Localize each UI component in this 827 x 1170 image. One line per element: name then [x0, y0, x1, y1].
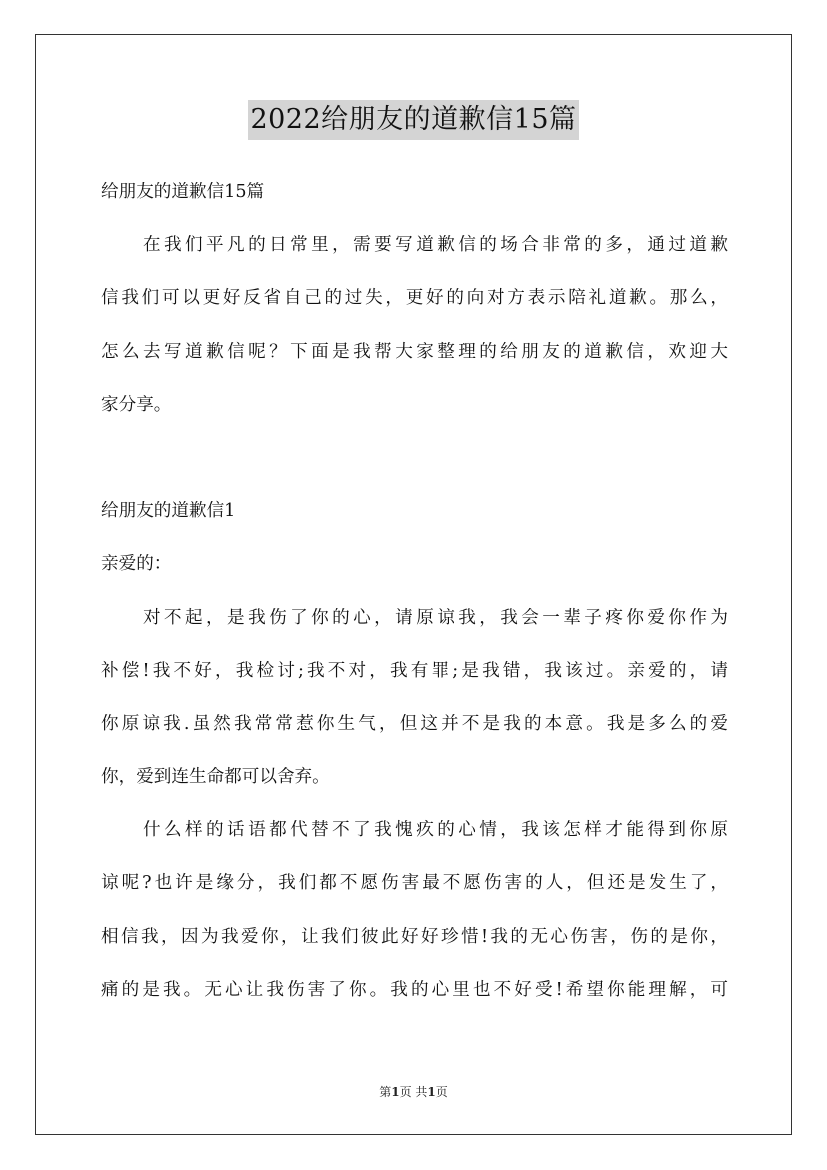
blank-line [101, 432, 728, 485]
document-title: 2022给朋友的道歉信15篇 [248, 100, 578, 140]
paragraph-line: 对不起，是我伤了你的心，请原谅我，我会一辈子疼你爱你作为 [143, 607, 728, 628]
letter-heading: 给朋友的道歉信1 [101, 501, 236, 522]
intro-line: 在我们平凡的日常里，需要写道歉信的场合非常的多，通过道歉 [143, 235, 728, 256]
paragraph-line: 补偿!我不好，我检讨;我不对，我有罪;是我错，我该过。亲爱的，请 [101, 660, 728, 681]
paragraph-line: 你原谅我.虽然我常常惹你生气，但这并不是我的本意。我是多么的爱 [101, 713, 728, 734]
page-mid: 页 共 [399, 1085, 428, 1099]
page-suffix: 页 [435, 1085, 448, 1099]
paragraph-line: 什么样的话语都代替不了我愧疚的心情，我该怎样才能得到你原 [143, 820, 728, 841]
paragraph-line: 你，爱到连生命都可以舍弃。 [101, 767, 330, 788]
intro-line: 家分享。 [101, 394, 172, 415]
page-total: 1 [427, 1085, 436, 1099]
paragraph-line: 相信我，因为我爱你，让我们彼此好好珍惜!我的无心伤害，伤的是你， [101, 926, 728, 947]
intro-line: 怎么去写道歉信呢？下面是我帮大家整理的给朋友的道歉信，欢迎大 [101, 341, 728, 362]
greeting: 亲爱的： [101, 554, 172, 575]
subtitle: 给朋友的道歉信15篇 [101, 182, 265, 202]
paragraph-line: 谅呢?也许是缘分，我们都不愿伤害最不愿伤害的人，但还是发生了， [101, 873, 728, 894]
intro-line: 信我们可以更好反省自己的过失，更好的向对方表示陪礼道歉。那么， [101, 288, 728, 309]
paragraph-line: 痛的是我。无心让我伤害了你。我的心里也不好受!希望你能理解，可 [101, 979, 728, 1000]
page-footer [0, 1084, 827, 1100]
page-prefix: 第 [379, 1085, 392, 1099]
page-current: 1 [391, 1085, 400, 1099]
title-container [0, 100, 827, 140]
document-body [101, 166, 728, 1017]
